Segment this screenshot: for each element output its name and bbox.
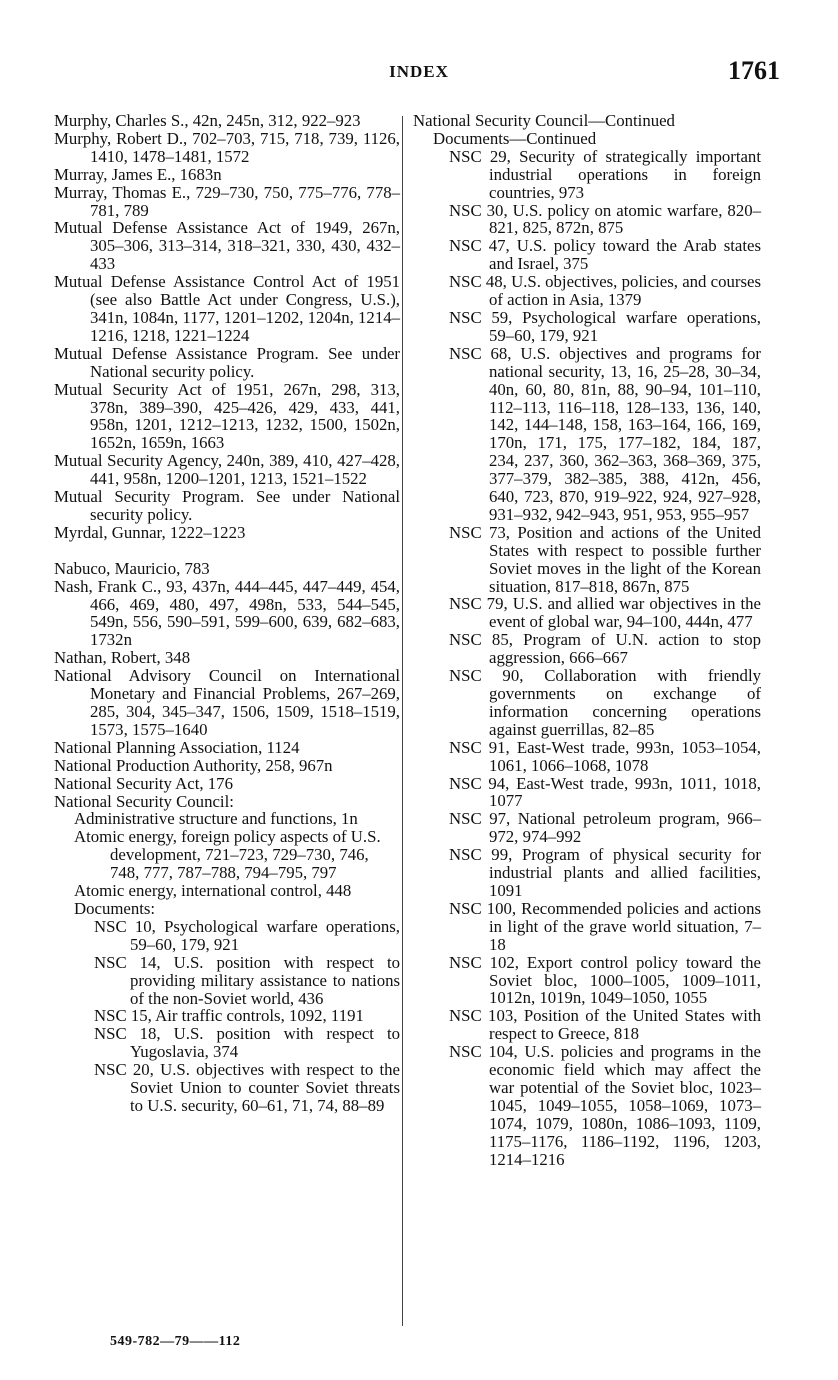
index-entry: Murphy, Charles S., 42n, 245n, 312, 922–923	[54, 111, 361, 130]
index-entry: NSC 90, Collaboration with friendly governments on exchange of information concerning operations against guerrillas, 82–85	[449, 666, 761, 739]
index-entry: NSC 68, U.S. objectives and programs for national security, 13, 16, 25–28, 30–34, 40n, 60, 80, 81n, 88, 90–94, 101–110, 112–113, 116–118, 128–133, 136, 140, 142, 144–148, 158, 163–164, 166, 169, 170n, 171, 175, 177–182, 184, 187, 234, 237, 360, 362–363, 368–369, 375, 377–379, 382–385, 388, 412n, 456, 640, 723, 870, 919–922, 924, 927–928, 931–932, 942–943, 951, 953, 955–957	[449, 343, 761, 524]
index-entry: NSC 59, Psychological warfare operations, 59–60, 179, 921	[449, 307, 761, 345]
index-entry: Atomic energy, international control, 448	[74, 881, 352, 901]
index-entry: NSC 18, U.S. position with respect to Yugoslavia, 374	[94, 1024, 400, 1062]
index-entry: Mutual Defense Assistance Program. See under National security policy.	[54, 343, 400, 381]
index-entry: NSC 48, U.S. objectives, policies, and courses of action in Asia, 1379	[449, 272, 761, 310]
index-entry: Murray, Thomas E., 729–730, 750, 775–776, 778–781, 789	[54, 182, 400, 220]
index-entry: Murphy, Robert D., 702–703, 715, 718, 739, 1126, 1410, 1478–1481, 1572	[54, 128, 400, 166]
index-entry: NSC 91, East-West trade, 993n, 1053–1054, 1061, 1066–1068, 1078	[449, 737, 761, 775]
index-entry: Murray, James E., 1683n	[54, 164, 222, 184]
index-entry: Atomic energy, foreign policy aspects of U.S. development, 721–723, 729–730, 746, 748, 777, 787–788, 794–795, 797	[74, 827, 381, 883]
index-entry: Nash, Frank C., 93, 437n, 444–445, 447–449, 454, 466, 469, 480, 497, 498n, 533, 544–545, 549n, 556, 590–591, 599–600, 639, 682–683, 1732n	[54, 576, 400, 650]
index-column-right	[413, 112, 761, 1168]
index-entry: NSC 94, East-West trade, 993n, 1011, 1018, 1077	[449, 773, 761, 811]
index-entry: National Planning Association, 1124	[54, 737, 300, 757]
index-entry: Mutual Defense Assistance Control Act of 1951 (see also Battle Act under Congress, U.S.), 341n, 1084n, 1177, 1201–1202, 1204n, 1214–1216, 1218, 1221–1224	[54, 272, 400, 345]
index-entry: NSC 102, Export control policy toward the Soviet bloc, 1000–1005, 1009–1011, 1012n, 1019n, 1049–1050, 1055	[449, 952, 761, 1008]
index-entry: NSC 100, Recommended policies and actions in light of the grave world situation, 7–18	[449, 898, 761, 954]
index-entry: NSC 20, U.S. objectives with respect to the Soviet Union to counter Soviet threats to U.S. security, 60–61, 71, 74, 88–89	[94, 1060, 400, 1115]
index-entry: National Security Act, 176	[54, 773, 233, 793]
index-entry: NSC 73, Position and actions of the United States with respect to possible further Soviet moves in the light of the Korean situation, 817–818, 867n, 875	[449, 522, 761, 596]
page-number: 1761	[728, 56, 780, 85]
column-divider	[402, 116, 403, 1326]
index-entry: NSC 14, U.S. position with respect to providing military assistance to nations of the non-Soviet world, 436	[94, 952, 400, 1008]
index-entry: Mutual Security Agency, 240n, 389, 410, 427–428, 441, 958n, 1200–1201, 1213, 1521–1522	[54, 451, 400, 489]
index-entry: NSC 10, Psychological warfare operations, 59–60, 179, 921	[94, 916, 400, 954]
index-entry: NSC 99, Program of physical security for industrial plants and allied facilities, 1091	[449, 845, 761, 900]
index-entry: NSC 15, Air traffic controls, 1092, 1191	[94, 1006, 364, 1026]
index-entry: NSC 47, U.S. policy toward the Arab states and Israel, 375	[449, 236, 761, 274]
index-entry: National Security Council—Continued	[413, 111, 675, 130]
index-entry: Mutual Defense Assistance Act of 1949, 267n, 305–306, 313–314, 318–321, 330, 430, 432–433	[54, 218, 400, 274]
index-column-left	[54, 112, 400, 1115]
index-entry: National Advisory Council on International Monetary and Financial Problems, 267–269, 285, 304, 345–347, 1506, 1509, 1518–1519, 1573, 1575–1640	[54, 666, 400, 739]
index-entry: NSC 29, Security of strategically important industrial operations in foreign countries, 973	[449, 146, 761, 202]
index-entry: Nathan, Robert, 348	[54, 648, 191, 668]
running-head: INDEX	[389, 62, 449, 81]
entry-gap	[54, 542, 400, 560]
index-entry: NSC 97, National petroleum program, 966–972, 974–992	[449, 809, 761, 847]
index-entry: Nabuco, Mauricio, 783	[54, 558, 210, 578]
index-entry: National Production Authority, 258, 967n	[54, 755, 333, 775]
index-entry: Documents—Continued	[433, 128, 597, 148]
print-code: 549-782—79——112	[110, 1334, 241, 1349]
index-entry: NSC 30, U.S. policy on atomic warfare, 820–821, 825, 872n, 875	[449, 200, 761, 238]
index-entry: NSC 104, U.S. policies and programs in the economic field which may affect the war potential of the Soviet bloc, 1023–1045, 1049–1055, 1058–1069, 1073–1074, 1079, 1080n, 1086–1093, 1109, 1175–1176, 1186–1192, 1196, 1203, 1214–1216	[449, 1042, 761, 1169]
index-entry: Administrative structure and functions, 1n	[74, 809, 358, 829]
index-entry: NSC 103, Position of the United States with respect to Greece, 818	[449, 1006, 761, 1044]
index-entry: Mutual Security Act of 1951, 267n, 298, 313, 378n, 389–390, 425–426, 429, 433, 441, 958n, 1201, 1212–1213, 1232, 1500, 1502n, 1652n, 1659n, 1663	[54, 379, 400, 453]
index-entry: NSC 79, U.S. and allied war objectives in the event of global war, 94–100, 444n, 477	[449, 594, 761, 632]
index-entry: NSC 85, Program of U.N. action to stop aggression, 666–667	[449, 630, 761, 668]
index-entry: National Security Council:	[54, 791, 234, 811]
index-entry: Documents:	[74, 898, 156, 918]
index-entry: Myrdal, Gunnar, 1222–1223	[54, 522, 246, 542]
index-entry: Mutual Security Program. See under National security policy.	[54, 487, 400, 524]
